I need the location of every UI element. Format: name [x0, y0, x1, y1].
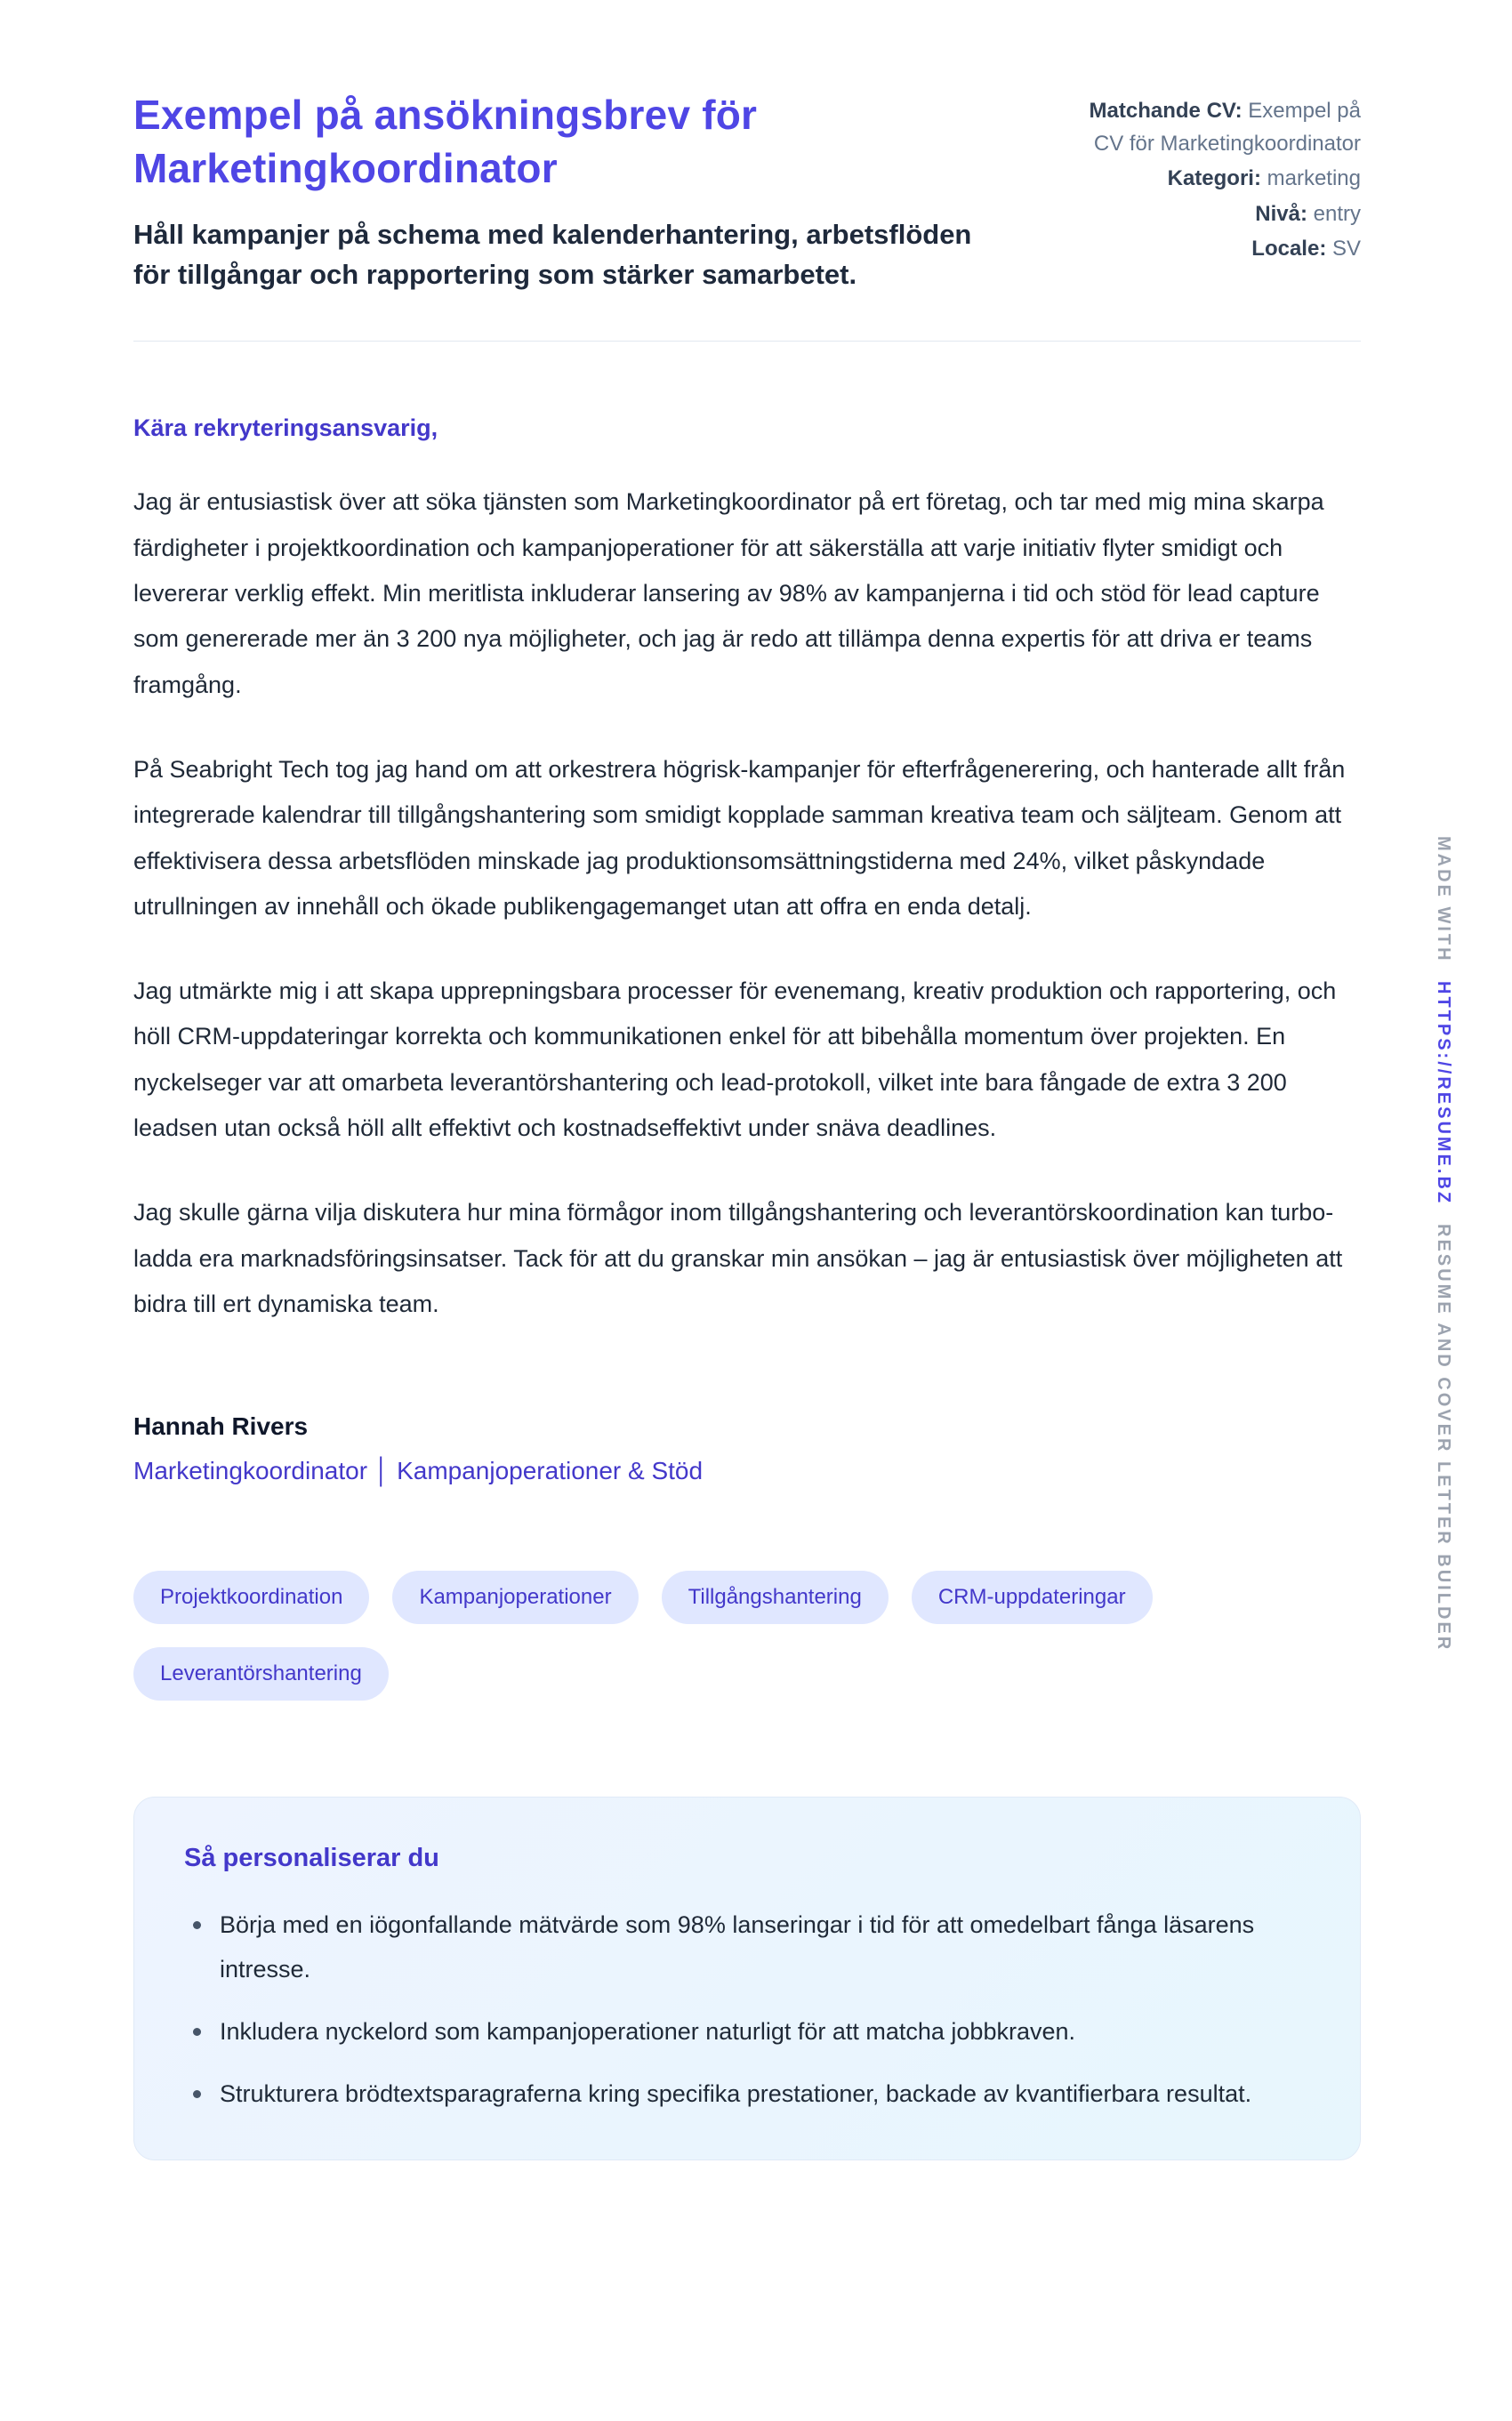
- tag-kampanjoperationer[interactable]: Kampanjoperationer: [392, 1571, 638, 1624]
- personalization-card: [133, 1797, 1361, 2160]
- signature-role: Marketingkoordinator │ Kampanjoperationer & Stöd: [133, 1457, 704, 1485]
- personalization-list: [184, 1903, 1310, 2117]
- watermark-suffix: RESUME AND COVER LETTER BUILDER: [1434, 1223, 1453, 1652]
- made-with-watermark: [1433, 836, 1453, 1652]
- meta-category: [1067, 162, 1361, 195]
- signature-name: Hannah Rivers: [133, 1412, 309, 1441]
- tag-projektkoordination[interactable]: Projektkoordination: [133, 1571, 369, 1624]
- meta-level-label: Nivå:: [1255, 201, 1307, 226]
- skill-tags: [133, 1571, 1201, 1701]
- letter-paragraph-4: Jag skulle gärna vilja diskutera hur mina förmågor inom tillgångshantering och leverantörskoordination kan turbo-ladda era marknadsföringsinsatser. Tack för att du granskar min ansökan – jag är entusiastisk över möjligheten att bidra till ert dynamiska team.: [133, 1199, 1343, 1317]
- meta-category-value: marketing: [1267, 166, 1361, 191]
- page-subtitle: Håll kampanjer på schema med kalenderhantering, arbetsflöden för tillgångar och rapportering som stärker samarbetet.: [133, 218, 972, 290]
- meta-level: [1067, 197, 1361, 230]
- personalization-bullet-1: Börja med en iögonfallande mätvärde som 98% lanseringar i tid för att omedelbart fånga läsarens intresse.: [184, 1903, 1305, 1992]
- tag-tillgangshantering[interactable]: Tillgångshantering: [662, 1571, 889, 1624]
- page-title: Exempel på ansökningsbrev för Marketingkoordinator: [133, 92, 758, 191]
- meta-category-label: Kategori:: [1167, 166, 1261, 191]
- tag-leverantorshantering[interactable]: Leverantörshantering: [133, 1647, 389, 1701]
- personalization-bullet-3: Strukturera brödtextsparagraferna kring specifika prestationer, backade av kvantifierbara resultat.: [184, 2072, 1305, 2117]
- meta-block: [1067, 89, 1361, 267]
- signature-block: [133, 1412, 1361, 1485]
- watermark-resume-bz-link[interactable]: HTTPS://RESUME.BZ: [1434, 981, 1453, 1206]
- meta-locale-label: Locale:: [1251, 236, 1327, 261]
- personalization-title: Så personaliserar du: [184, 1844, 439, 1873]
- letter-paragraph-3: Jag utmärkte mig i att skapa upprepningsbara processer för evenemang, kreativ produktion och rapportering, och höll CRM-uppdateringar korrekta och kommunikationen enkel för att bibehålla momentum över projekten. En nyckelseger var att omarbeta leverantörshantering och lead-protokoll, vilket inte bara fångade de extra 3 200 leadsen utan också höll allt effektivt och kostnadseffektivt under snäva deadlines.: [133, 977, 1337, 1142]
- letter-greeting: Kära rekryteringsansvarig,: [133, 414, 438, 442]
- meta-matching-cv-label: Matchande CV:: [1089, 99, 1243, 123]
- personalization-bullet-2: Inkludera nyckelord som kampanjoperationer naturligt för att matcha jobbkraven.: [184, 2010, 1305, 2055]
- tag-crm-uppdateringar[interactable]: CRM-uppdateringar: [912, 1571, 1153, 1624]
- meta-level-value: entry: [1313, 201, 1361, 226]
- meta-locale: [1067, 232, 1361, 265]
- meta-locale-value: SV: [1331, 236, 1361, 261]
- letter-paragraph-2: På Seabright Tech tog jag hand om att orkestrera högrisk-kampanjer för efterfrågenerering, och hanterade allt från integrerade kalendrar till tillgångshantering som smidigt kopplade samman kreativa team och säljteam. Genom att effektivisera dessa arbetsflöden minskade jag produktionsomsättningstiderna med 24%, vilket påskyndade utrullningen av innehåll och ökade publikengagemanget utan att offra en enda detalj.: [133, 755, 1346, 920]
- meta-matching-cv: [1067, 94, 1361, 160]
- header-title-block: [133, 89, 1032, 294]
- header-divider: [133, 341, 1361, 342]
- meta-matching-cv-value: Exempel på CV för Marketingkoordinator: [1093, 99, 1361, 157]
- page-header: [133, 89, 1361, 294]
- watermark-prefix: MADE WITH: [1434, 836, 1453, 963]
- letter-paragraph-1: Jag är entusiastisk över att söka tjänsten som Marketingkoordinator på ert företag, och tar med mig mina skarpa färdigheter i projektkoordination och kampanjoperationer för att säkerställa att varje initiativ flyter smidigt och levererar verklig effekt. Min meritlista inkluderar lansering av 98% av kampanjerna i tid och stöd för lead capture som genererade mer än 3 200 nya möjligheter, och jag är redo att tillämpa denna expertis för att driva er teams framgång.: [133, 488, 1324, 698]
